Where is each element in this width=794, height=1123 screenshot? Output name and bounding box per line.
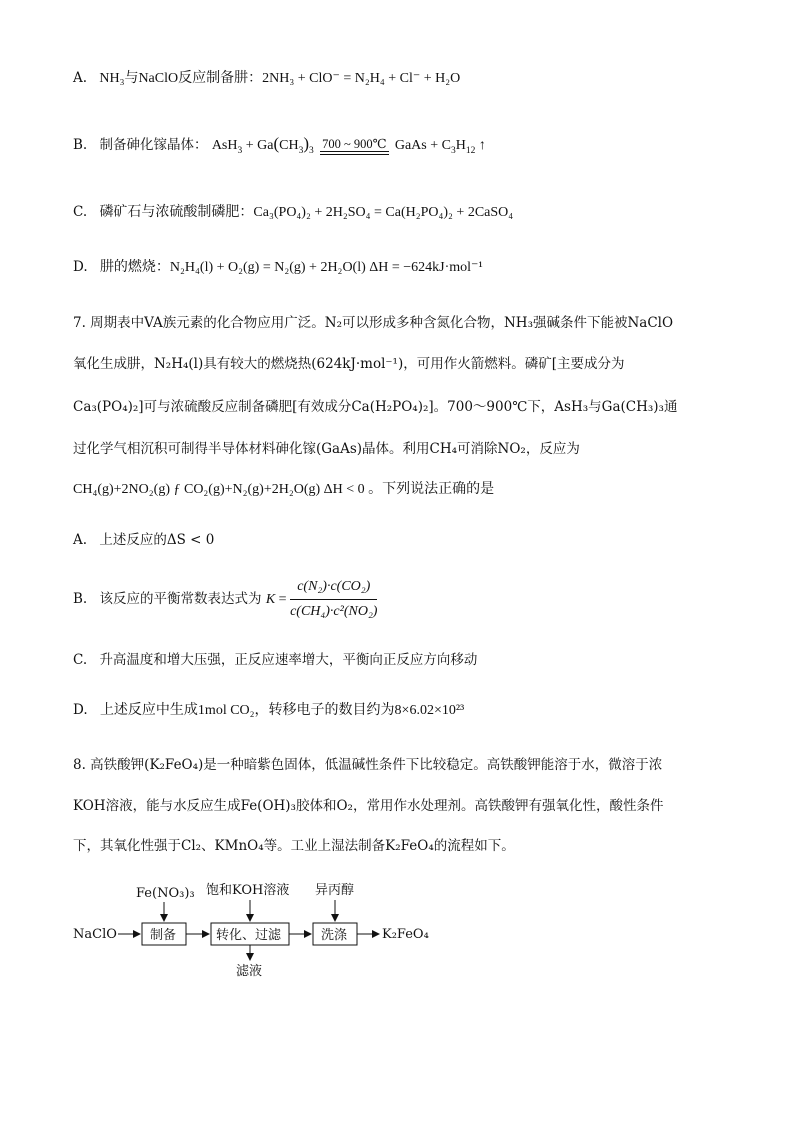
equation-right: GaAs + $C_3H_{12}$ ↑	[394, 138, 486, 156]
option-text: 上述反应中生成1mol CO₂，转移电子的数目约为8×6.02×10²³	[99, 703, 465, 718]
flow-step1-label: 制备	[150, 928, 177, 943]
option-label: B.	[73, 591, 88, 607]
option-label: C.	[73, 204, 88, 220]
q7-option-c	[73, 650, 477, 670]
flow-reagent3-label: 异丙醇	[315, 883, 355, 898]
flow-output-label: K₂FeO₄	[382, 927, 429, 942]
fraction-numerator: c(N₂)·c(CO₂)	[290, 576, 377, 600]
q8-stem-line-2: KOH溶液，能与水反应生成Fe(OH)₃胶体和O₂，常用作水处理剂。高铁酸钾有强氧化性，酸性条件	[73, 798, 664, 814]
flow-input-label: NaClO	[73, 927, 117, 942]
reaction-condition: 700 ~ 900℃	[322, 136, 387, 151]
q7-stem-line-3: Ca₃(PO₄)₂]可与浓硫酸反应制备磷肥[有效成分Ca(H₂PO₄)₂]。700～900℃下，AsH₃与Ga(CH₃)₃通	[73, 399, 678, 415]
q7-option-b: B. 该反应的平衡常数表达式为 K = $\frac{\text{c(N₂)·c(CO₂)}}{\text{c(CH₄)·c²(NO₂)}}$	[73, 576, 377, 623]
option-label: B.	[73, 137, 88, 153]
option-label: D.	[73, 259, 88, 275]
option-text: 肼的燃烧：N₂H₄(l) + O₂(g) = N₂(g) + 2H₂O(l) ΔH = −624kJ·mol⁻¹	[99, 260, 483, 275]
process-flow-diagram	[70, 878, 450, 983]
q7-stem-line-4: 过化学气相沉积可制得半导体材料砷化镓(GaAs)晶体。利用CH₄可消除NO₂，反应为	[73, 441, 580, 457]
q7-stem-line-2: 氧化生成肼，N₂H₄(l)具有较大的燃烧热(624kJ·mol⁻¹)，可用作火箭燃料。磷矿[主要成分为	[73, 356, 625, 372]
flow-reagent2-label: 饱和KOH溶液	[206, 883, 290, 898]
flow-reagent1-label: Fe(NO₃)₃	[136, 886, 195, 901]
q7-stem-line-5: CH₄(g)+2NO₂(g) ƒ CO₂(g)+N₂(g)+2H₂O(g) ΔH < 0 。下列说法正确的是	[73, 482, 495, 497]
reaction-condition-arrow	[320, 137, 389, 155]
option-text: NH₃与NaClO反应制备肼：2NH₃ + ClO⁻ = N₂H₄ + Cl⁻ + H₂O	[99, 71, 461, 86]
q8-stem-line-1: 8. 高铁酸钾(K₂FeO₄)是一种暗紫色固体，低温碱性条件下比较稳定。高铁酸钾能溶于水，微溶于浓	[73, 757, 663, 773]
option-label: A.	[73, 70, 88, 86]
option-text: 升高温度和增大压强，正反应速率增大，平衡向正反应方向移动	[99, 652, 478, 668]
option-label: D.	[73, 702, 88, 718]
q6-option-b	[73, 134, 486, 156]
q6-option-c	[73, 202, 513, 223]
option-label: C.	[73, 652, 88, 668]
fraction-denominator: c(CH₄)·c²(NO₂)	[290, 604, 378, 619]
flow-waste-label: 滤液	[236, 964, 263, 979]
option-label: A.	[73, 532, 88, 548]
option-text: 该反应的平衡常数表达式为	[99, 591, 262, 607]
q6-option-d	[73, 257, 483, 278]
q7-stem-line-1: 7. 周期表中VA族元素的化合物应用广泛。N₂可以形成多种含氮化合物，NH₃强碱条件下能被NaClO	[73, 315, 674, 331]
q7-option-a	[73, 530, 214, 550]
flow-step3-label: 洗涤	[321, 928, 348, 943]
equals-bars	[320, 151, 389, 155]
option-prefix: 制备砷化镓晶体：	[99, 137, 208, 153]
flow-step2-label: 转化、过滤	[216, 928, 282, 943]
q6-option-a	[73, 68, 460, 89]
option-text: 上述反应的ΔS < 0	[99, 532, 215, 548]
option-text: 磷矿石与浓硫酸制磷肥：Ca₃(PO₄)₂ + 2H₂SO₄ = Ca(H₂PO₄)₂ + 2CaSO₄	[99, 205, 514, 220]
equilibrium-constant-fraction	[290, 576, 377, 623]
equation-left: $AsH_3 + Ga(CH_3)_3$	[211, 134, 314, 156]
equilibrium-k-symbol: K	[265, 592, 276, 607]
q7-option-d	[73, 700, 464, 721]
q8-stem-line-3: 下，其氧化性强于Cl₂、KMnO₄等。工业上湿法制备K₂FeO₄的流程如下。	[73, 838, 515, 854]
